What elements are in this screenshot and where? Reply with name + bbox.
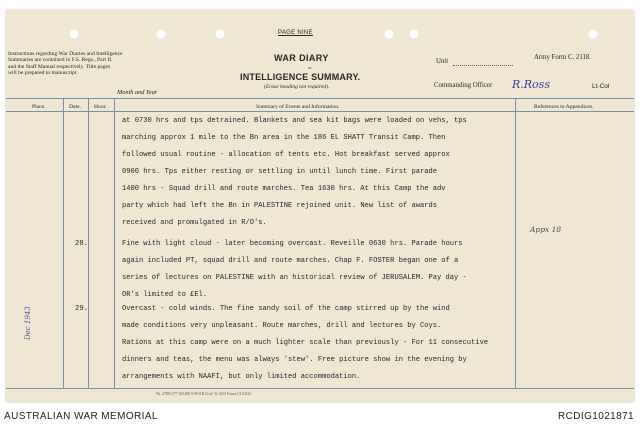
erase-note: (Erase heading not required). xyxy=(264,84,330,90)
binder-hole xyxy=(69,29,79,39)
unit-label: Unit xyxy=(436,58,449,65)
column-header-place: Place. xyxy=(32,104,46,110)
entry-line: series of lectures on PALESTINE with an historical review of JERUSALEM. Pay day - xyxy=(122,274,467,282)
entry-line: 1400 hrs - Squad drill and route marches. Tea 1630 hrs. At this Camp the adv xyxy=(122,185,446,193)
month-year-label: Month and Year xyxy=(117,89,158,96)
column-header-date: Date. xyxy=(69,104,81,110)
commanding-officer-signature: R.Ross xyxy=(512,78,550,91)
entry-line: followed usual routine - allocation of tents etc. Hot breakfast served approx xyxy=(122,151,450,159)
entry-line: at 0730 hrs and tps detrained. Blankets and sea kit bags were loaded on vehs, tps xyxy=(122,117,467,125)
column-rule xyxy=(114,98,115,388)
entry-line: again included PT, squad drill and route marches. Chap F. FOSTER began one of a xyxy=(122,257,459,265)
army-form-number: Army Form C. 2118. xyxy=(534,54,591,61)
entry-line: made conditions very unpleasant. Route marches, drill and lectures by Coys. xyxy=(122,322,442,330)
entry-line: arrangements with NAAFI, but only limited accommodation. xyxy=(122,373,361,381)
entry-line: OR's limited to £El. xyxy=(122,291,208,299)
instructions-text: Instructions regarding War Diaries and Intelligence Summaries are contained in F.S. Regs., Part II. and the Staff Manual respectively. Title pages will be prepared in manuscript. xyxy=(8,51,123,77)
table-top-rule xyxy=(6,98,634,99)
binder-hole xyxy=(215,29,225,39)
archive-reference: RCDIG1021871 xyxy=(558,411,634,422)
entry-line: Overcast - cold winds. The fine sandy soil of the camp stirred up by the wind xyxy=(122,305,450,313)
form-subtitle: INTELLIGENCE SUMMARY. xyxy=(240,72,361,82)
column-rule xyxy=(63,98,64,388)
unit-field-line xyxy=(453,65,513,66)
form-title-or: or xyxy=(308,65,313,70)
form-title: WAR DIARY xyxy=(274,53,329,63)
column-header-summary: Summary of Events and Information. xyxy=(256,104,340,110)
column-header-hour: Hour. xyxy=(94,104,107,110)
table-header-rule xyxy=(6,111,634,112)
entry-line: dinners and teas, the menu was always 'stew'. Free picture show in the evening by xyxy=(122,356,467,364)
table-bottom-rule xyxy=(6,388,634,389)
page-number: PAGE NINE xyxy=(278,30,313,36)
entry-line: 0900 hrs. Tps either resting or settling in until lunch time. First parade xyxy=(122,168,438,176)
document-sheet xyxy=(6,10,634,402)
binder-hole xyxy=(156,29,166,39)
column-rule xyxy=(88,98,89,388)
entry-line: received and promulgated in R/O's. xyxy=(122,219,267,227)
entry-line: party which had left the Bn in PALESTINE rejoined unit. New list of awards xyxy=(122,202,438,210)
column-rule xyxy=(515,98,516,388)
commanding-officer-label: Commanding Officer xyxy=(434,82,493,89)
binder-hole xyxy=(384,29,394,39)
binder-hole xyxy=(588,29,598,39)
archive-credit: AUSTRALIAN WAR MEMORIAL xyxy=(4,411,158,422)
entry-date: 29. xyxy=(75,305,88,313)
entry-date: 28. xyxy=(75,240,88,248)
commanding-officer-rank: Lt-Col xyxy=(592,83,610,90)
appendix-reference: Appx 18 xyxy=(530,225,562,234)
printer-imprint: Wt. 27881/377 300,000 5/39 H.B.J.Ltd. 51-4101 Forms C2118/22 xyxy=(156,392,252,396)
entry-line: Fine with light cloud - later becoming overcast. Reveille 0630 hrs. Parade hours xyxy=(122,240,463,248)
column-header-references: References to Appendices. xyxy=(534,104,594,110)
entry-line: Rations at this camp were on a much lighter scale than previously - For 11 consecutive xyxy=(122,339,489,347)
binder-hole xyxy=(409,29,419,39)
entry-line: marching approx 1 mile to the Bn area in the 186 EL SHATT Transit Camp. Then xyxy=(122,134,446,142)
margin-handwritten-note: Dec 1943 xyxy=(24,306,32,340)
